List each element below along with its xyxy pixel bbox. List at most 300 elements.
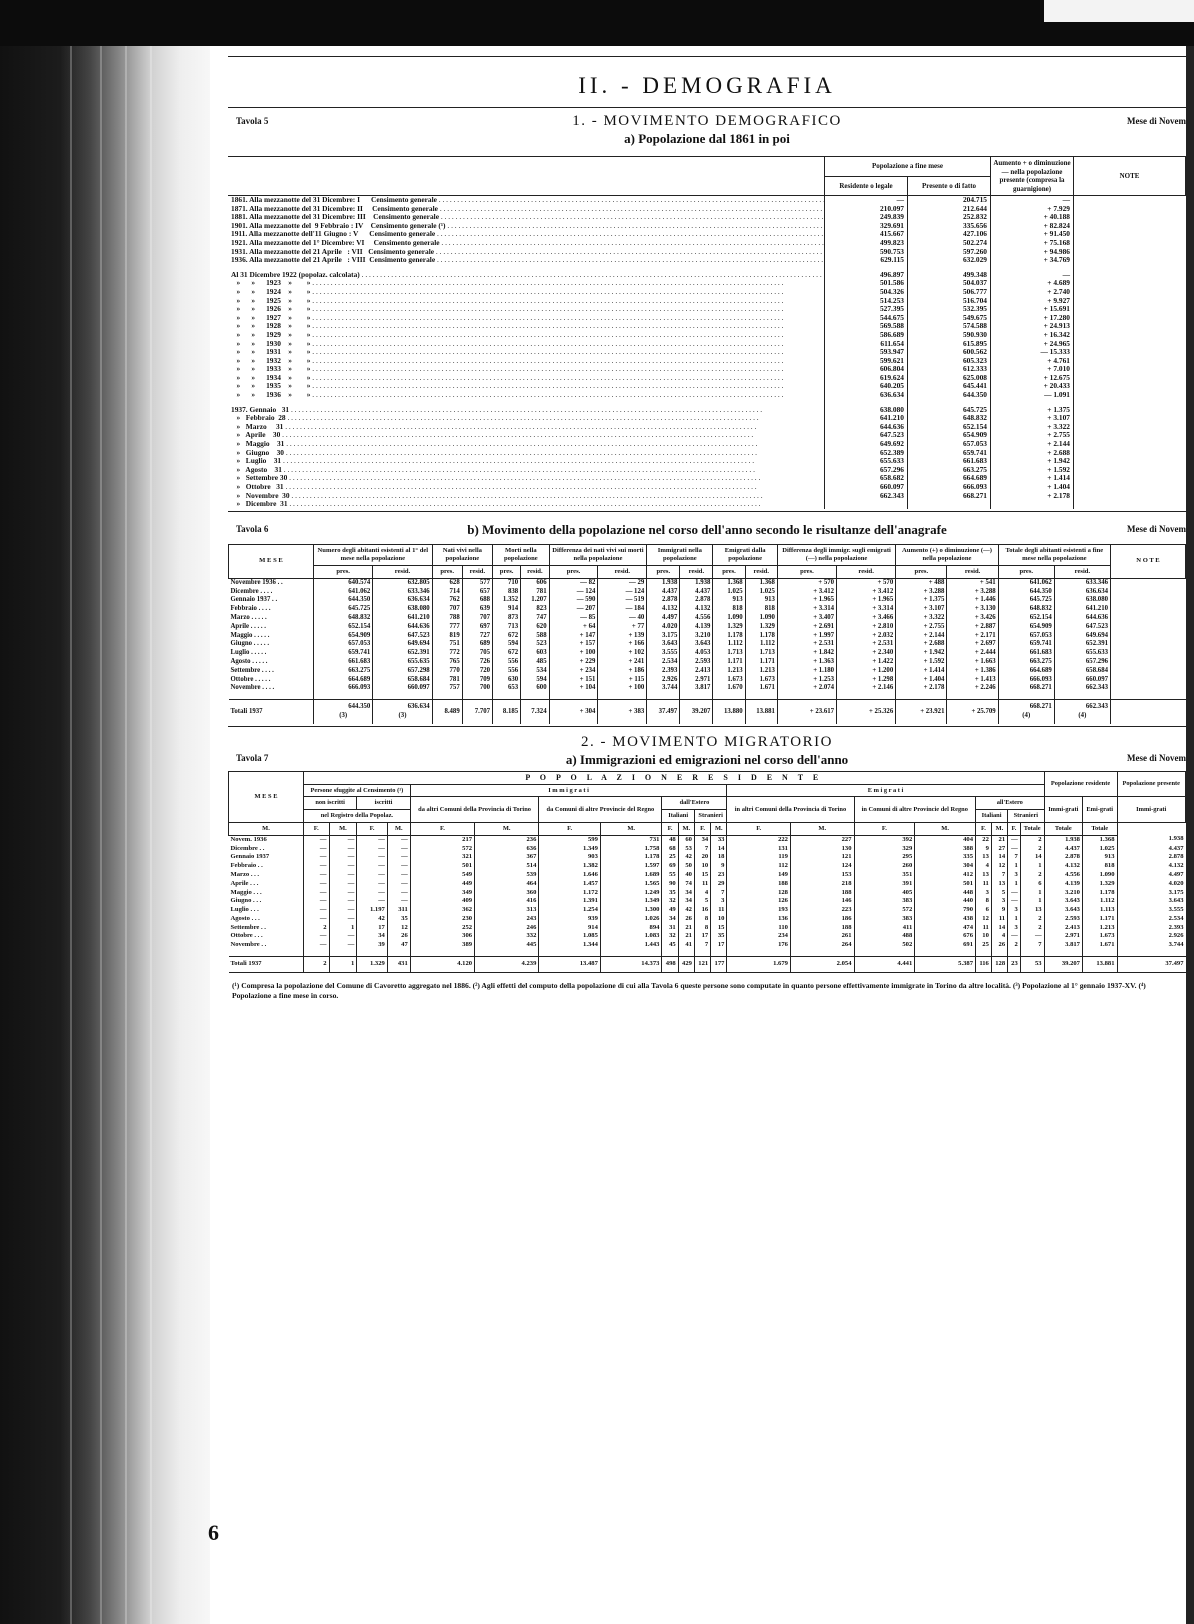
t7-cell-value: 501 <box>915 880 976 889</box>
t7-cell-value: — <box>304 915 330 924</box>
t7-cell-value: 8 <box>976 897 992 906</box>
t5-cell-aumento <box>991 500 1074 509</box>
t7-cell-value: 188 <box>790 889 854 898</box>
t7-header-emigrati: E m i g r a t i <box>727 784 1044 797</box>
t6-header-note: N O T E <box>1111 544 1186 578</box>
t5-cell-residente: 629.115 <box>825 256 908 265</box>
t7-cell-value: 35 <box>387 915 410 924</box>
t5-cell-aumento: + 2.144 <box>991 440 1074 449</box>
t5-cell-presente <box>908 500 991 509</box>
t7-subheader-f: F. <box>976 822 992 835</box>
t7-cell-value: 383 <box>854 915 915 924</box>
t7-cell-value: 110 <box>727 924 791 933</box>
t5-cell-residente: 658.682 <box>825 474 908 483</box>
t6-subheader-resid: resid. <box>1054 565 1110 578</box>
t7-cell-value: 2 <box>1020 835 1044 844</box>
t7-cell-value: — <box>304 880 330 889</box>
t7-cell-value: 14.373 <box>600 957 662 973</box>
t5-row-label: 1871. Alla mezzanotte del 31 Dicembre: II Censimento generale . . . <box>228 205 825 214</box>
t6-cell-value: + 64 <box>549 623 598 632</box>
t7-cell-value: 360 <box>475 889 539 898</box>
t7-cell-value: — <box>387 889 410 898</box>
t7-cell-value: 474 <box>915 924 976 933</box>
t6-cell-value: 658.684 <box>1054 667 1110 676</box>
t7-cell-value: 1.565 <box>600 880 662 889</box>
t7-header-da-altri: da altri Comuni della Provincia di Torino <box>410 797 539 823</box>
t5-cell-aumento: + 20.433 <box>991 382 1074 391</box>
t6-cell-value: + 2.032 <box>837 632 896 641</box>
t7-cell-value: 448 <box>915 889 976 898</box>
t5-cell-residente: 606.804 <box>825 365 908 374</box>
t7-cell-value: 1 <box>1020 897 1044 906</box>
t6-cell-value: 3.175 <box>647 632 680 641</box>
t6-cell-value: + 25.326 <box>837 700 896 724</box>
t7-cell-value: 449 <box>410 880 474 889</box>
t7-cell-value: — <box>304 889 330 898</box>
t6-cell-value: + 1.965 <box>837 596 896 605</box>
t7-cell-value: 119 <box>727 853 791 862</box>
t5-cell-note <box>1074 279 1186 288</box>
t7-cell-value: 1.689 <box>600 871 662 880</box>
t6-cell-value: 772 <box>432 649 462 658</box>
t7-cell-value: — <box>304 871 330 880</box>
t6-cell-value: + 1.842 <box>777 649 836 658</box>
t7-cell-value: 15 <box>694 871 710 880</box>
t6-cell-value: + 2.074 <box>777 684 836 693</box>
t6-cell-value: + 3.107 <box>896 605 947 614</box>
t5-cell-aumento: + 12.675 <box>991 374 1074 383</box>
tavola7-body <box>229 835 1186 972</box>
t7-cell-value: 13 <box>976 853 992 862</box>
t5-cell-aumento: + 2.755 <box>991 431 1074 440</box>
t7-cell-value: — <box>357 853 388 862</box>
t6-cell-value: + 1.386 <box>947 667 998 676</box>
t6-subheader-pres: pres. <box>998 565 1054 578</box>
t6-cell-note <box>1111 700 1186 724</box>
t6-header-diff-nati: Differenza dei nati vivi sui morti nella popolazione <box>549 544 647 565</box>
t5-row-label: 1881. Alla mezzanotte del 31 Dicembre: III Censimento generale . . . <box>228 213 825 222</box>
t7-cell-value: 146 <box>790 897 854 906</box>
t7-cell-value: 10 <box>976 932 992 941</box>
t6-cell-value: 1.178 <box>713 632 745 641</box>
t7-cell-value: 2.878 <box>1044 853 1082 862</box>
t5-cell-note <box>1074 492 1186 501</box>
t7-row <box>229 871 1186 880</box>
t5-cell-residente: 660.097 <box>825 483 908 492</box>
t5-cell-aumento: + 7.929 <box>991 205 1074 214</box>
t5-cell-aumento: + 3.322 <box>991 423 1074 432</box>
t6-cell-value: 818 <box>713 605 745 614</box>
t7-subheader-f: F. <box>662 822 678 835</box>
t6-header-totale: Totale degli abitanti esistenti a fine mese nella popolazione <box>998 544 1110 565</box>
t5-row-label: » » 1934 » » . . . <box>228 374 825 383</box>
t6-cell-value: + 1.363 <box>777 658 836 667</box>
t5-cell-presente: 335.656 <box>908 222 991 231</box>
t6-cell-value: + 1.298 <box>837 676 896 685</box>
t7-cell-value: 1.368 <box>1082 835 1117 844</box>
t6-subheader-pres: pres. <box>493 565 521 578</box>
t5-cell-note <box>1074 457 1186 466</box>
t7-cell-value: 572 <box>854 906 915 915</box>
t7-subheader-f: F. <box>694 822 710 835</box>
t7-header-iscritti: iscritti <box>357 797 410 810</box>
t6-cell-value: + 1.446 <box>947 596 998 605</box>
t6-cell-value: 720 <box>462 667 492 676</box>
t7-cell-value: 222 <box>727 835 791 844</box>
t5-cell-presente: 427.106 <box>908 230 991 239</box>
t7-cell-value: 260 <box>854 862 915 871</box>
t7-cell-value: — <box>357 862 388 871</box>
t5-row-label: 1861. Alla mezzanotte del 31 Dicembre: I Censimento generale . . . <box>228 196 825 205</box>
t5-cell-residente: 249.839 <box>825 213 908 222</box>
t7-cell-value: 18 <box>711 853 727 862</box>
t7-cell-value: 304 <box>915 862 976 871</box>
t7-cell-value: 4.239 <box>475 957 539 973</box>
t7-cell-value: 1 <box>1008 915 1021 924</box>
tavola7-corner: Mese di Novem <box>1127 752 1186 763</box>
t7-cell-value: 193 <box>727 906 791 915</box>
t7-row <box>229 915 1186 924</box>
t7-cell-mese: Marzo . . . <box>230 870 260 878</box>
footnote: (¹) Compresa la popolazione del Comune di Cavoretto aggregato nel 1886. (²) Agli effetti del computo della popolazione di cui alla Tavola 6 queste persone sono computate in quanto persone effettivamente immigrate in Torino da altre località. (³) Popolazione al 1° gennaio 1937-XV. (⁴) Popolazione a fine mese in corso. <box>232 980 1146 1000</box>
t6-cell-mese: Maggio . . . . . <box>230 631 270 639</box>
t6-cell-value: 713 <box>493 623 521 632</box>
t6-row <box>229 684 1186 693</box>
t7-cell-value: 731 <box>600 835 662 844</box>
t6-cell-value: 600 <box>521 684 549 693</box>
t7-subheader-m: M. <box>329 822 357 835</box>
t7-cell-value: 16 <box>694 906 710 915</box>
t6-row <box>229 614 1186 623</box>
t7-cell-value: 176 <box>727 941 791 950</box>
t5-cell-presente: 664.689 <box>908 474 991 483</box>
t6-row <box>229 676 1186 685</box>
t6-cell-value: + 2.697 <box>947 640 998 649</box>
t7-cell-value: 20 <box>694 853 710 862</box>
t6-cell-value: 1.213 <box>745 667 777 676</box>
t7-cell-value: 1.673 <box>1082 932 1117 941</box>
t7-cell-value: 45 <box>662 941 678 950</box>
t7-cell-value: 362 <box>410 906 474 915</box>
t7-cell-value: 7 <box>694 941 710 950</box>
t5-cell-note <box>1074 500 1186 509</box>
t5-cell-note <box>1074 297 1186 306</box>
t7-cell-value: 321 <box>410 853 474 862</box>
t7-subheader-m: M. <box>600 822 662 835</box>
t7-cell-value: 42 <box>678 906 694 915</box>
t5-row <box>228 414 1186 423</box>
t7-cell-value: 636 <box>475 845 539 854</box>
t7-cell-value: 33 <box>711 835 727 844</box>
t7-cell-value: 5 <box>991 889 1007 898</box>
t7-cell-value: 349 <box>410 889 474 898</box>
t7-cell-value: 149 <box>727 871 791 880</box>
t5-cell-note <box>1074 382 1186 391</box>
t6-cell-value: — 85 <box>549 614 598 623</box>
t6-cell-value: 645.725 <box>998 596 1054 605</box>
t6-cell-value: 1.938 <box>680 578 713 587</box>
t7-cell-value: 26 <box>678 915 694 924</box>
t7-cell-value: 440 <box>915 897 976 906</box>
t6-cell-value: 1.171 <box>713 658 745 667</box>
t6-cell-value: + 3.314 <box>777 605 836 614</box>
t6-cell-value: — 184 <box>598 605 647 614</box>
t7-cell-value: 1.213 <box>1082 924 1117 933</box>
t6-cell-mese: Aprile . . . . . <box>230 622 266 630</box>
t6-cell-value: 659.741 <box>998 640 1054 649</box>
t6-cell-value: + 1.422 <box>837 658 896 667</box>
t6-cell-value: 640.574 <box>314 578 373 587</box>
t7-cell-value: 1.382 <box>539 862 601 871</box>
t6-cell-value: 652.154 <box>314 623 373 632</box>
t6-cell-value: + 541 <box>947 578 998 587</box>
t5-row <box>228 196 1186 205</box>
t7-cell-value: 37.497 <box>1117 957 1186 973</box>
t7-cell-value: 35 <box>711 932 727 941</box>
t6-cell-value: — 207 <box>549 605 598 614</box>
t7-cell-value: — <box>357 889 388 898</box>
t6-cell-value: + 2.688 <box>896 640 947 649</box>
t7-cell-value: — <box>329 835 357 844</box>
t6-cell-value: 710 <box>493 578 521 587</box>
t5-cell-note <box>1074 391 1186 400</box>
top-rule <box>228 56 1186 57</box>
t7-cell-value: 11 <box>976 924 992 933</box>
t7-cell-value: 130 <box>790 845 854 854</box>
t6-cell-value: 1.713 <box>745 649 777 658</box>
t7-cell-value: 230 <box>410 915 474 924</box>
t7-cell-value: 41 <box>678 941 694 950</box>
t5-row <box>228 256 1186 265</box>
t5-cell-presente: 504.037 <box>908 279 991 288</box>
t5-cell-note <box>1074 414 1186 423</box>
t7-cell-value: 1.025 <box>1082 845 1117 854</box>
t7-cell-value: 15 <box>711 924 727 933</box>
t7-cell-value: 391 <box>854 880 915 889</box>
t5-cell-note <box>1074 239 1186 248</box>
t5-cell-presente: 657.053 <box>908 440 991 449</box>
t6-header-aumento: Aumento (+) o diminuzione (—) nella popolazione <box>896 544 998 565</box>
t6-cell-value: + 229 <box>549 658 598 667</box>
t6-cell-value: 3.744 <box>647 684 680 693</box>
t7-cell-value: 7 <box>694 845 710 854</box>
t6-cell-value: 644.636 <box>373 623 432 632</box>
t7-header-popres: P O P O L A Z I O N E R E S I D E N T E <box>304 771 1045 784</box>
t6-row <box>229 632 1186 641</box>
t6-cell-value: 657 <box>462 588 492 597</box>
t6-cell-value: 649.694 <box>373 640 432 649</box>
t6-cell-value: + 2.178 <box>896 684 947 693</box>
t7-cell-value: 1 <box>1020 889 1044 898</box>
t7-cell-value: 691 <box>915 941 976 950</box>
t6-row <box>229 640 1186 649</box>
tavola5-body <box>228 196 1186 509</box>
t7-cell-value: 223 <box>790 906 854 915</box>
t7-cell-value: 2 <box>304 924 330 933</box>
t6-cell-value: 1.329 <box>745 623 777 632</box>
t7-cell-value: 1 <box>1020 862 1044 871</box>
t6-cell-value: + 3.466 <box>837 614 896 623</box>
t7-cell-value: 1.391 <box>539 897 601 906</box>
t5-cell-note <box>1074 271 1186 280</box>
t7-cell-value: 42 <box>678 853 694 862</box>
t7-cell-value: 676 <box>915 932 976 941</box>
t6-cell-value: 2.593 <box>680 658 713 667</box>
t5-row-label: » Agosto 31 . . . <box>228 466 825 475</box>
t7-cell-value: 2.413 <box>1044 924 1082 933</box>
t6-cell-value: + 139 <box>598 632 647 641</box>
t7-cell-value: 790 <box>915 906 976 915</box>
t7-cell-value: 112 <box>727 862 791 871</box>
t6-cell-value: 653 <box>493 684 521 693</box>
t7-cell-value: 23 <box>1008 957 1021 973</box>
t7-cell-value: 1.085 <box>539 932 601 941</box>
t6-cell-value: + 157 <box>549 640 598 649</box>
t5-cell-presente: 645.725 <box>908 406 991 415</box>
t6-header-nati: Nati vivi nella popolazione <box>432 544 492 565</box>
t7-cell-value: 1.113 <box>1082 906 1117 915</box>
t5-cell-aumento: + 1.592 <box>991 466 1074 475</box>
t6-cell-value: 1.671 <box>745 684 777 693</box>
t6-cell-value: 534 <box>521 667 549 676</box>
t6-cell-value: 636.634 <box>373 596 432 605</box>
t6-cell-note <box>1111 649 1186 658</box>
t6-cell-value: + 2.146 <box>837 684 896 693</box>
t5-cell-aumento: + 24.913 <box>991 322 1074 331</box>
t7-cell-value: — <box>1008 897 1021 906</box>
t6-cell-annotation: (3) <box>339 711 348 719</box>
t6-cell-value: 641.062 <box>314 588 373 597</box>
t7-cell-value: 1.178 <box>600 853 662 862</box>
t5-row-label: 1901. Alla mezzanotte del 9 Febbraio : IV Censimento generale (¹) . . . <box>228 222 825 231</box>
t6-cell-value: 647.523 <box>373 632 432 641</box>
book-binding <box>0 46 210 1624</box>
t5-cell-note <box>1074 357 1186 366</box>
t5-cell-aumento: + 94.986 <box>991 248 1074 257</box>
t6-cell-value: 2.393 <box>647 667 680 676</box>
t5-cell-presente: 625.008 <box>908 374 991 383</box>
t5-row-label: » Luglio 31 . . . <box>228 457 825 466</box>
t7-cell-value: — <box>304 932 330 941</box>
t5-row <box>228 466 1186 475</box>
t5-cell-residente: 210.097 <box>825 205 908 214</box>
t7-cell-value: 17 <box>711 941 727 950</box>
t5-cell-aumento: + 82.824 <box>991 222 1074 231</box>
t6-cell-annotation: (4) <box>1022 711 1031 719</box>
t7-cell-value: 21 <box>991 835 1007 844</box>
t6-cell-note <box>1111 632 1186 641</box>
t5-cell-aumento: — <box>991 271 1074 280</box>
t7-cell-value: 4 <box>694 889 710 898</box>
t6-cell-value: 818 <box>745 605 777 614</box>
t7-subheader-f: F. <box>539 822 601 835</box>
t6-cell-value: + 1.404 <box>896 676 947 685</box>
t6-cell-value: + 488 <box>896 578 947 587</box>
t6-cell-value: 1.112 <box>713 640 745 649</box>
t7-cell-mese: Gennaio 1937 <box>230 853 270 861</box>
t6-subheader-resid: resid. <box>680 565 713 578</box>
scan-top-border <box>0 0 1194 46</box>
t7-subheader-totale: Totale <box>1020 822 1044 835</box>
t6-cell-value: 819 <box>432 632 462 641</box>
t7-cell-value: 2.878 <box>1117 853 1186 862</box>
t7-cell-value: 1.026 <box>600 915 662 924</box>
t5-cell-residente: 415.667 <box>825 230 908 239</box>
t5-cell-note <box>1074 288 1186 297</box>
t7-cell-value: 4.132 <box>1117 862 1186 871</box>
t7-row <box>229 906 1186 915</box>
t6-cell-value: 3.643 <box>680 640 713 649</box>
t6-cell-value: 666.093 <box>998 676 1054 685</box>
t6-cell-value: + 3.412 <box>837 588 896 597</box>
t5-cell-note <box>1074 440 1186 449</box>
t6-cell-value: — 124 <box>598 588 647 597</box>
t6-cell-value: 3.817 <box>680 684 713 693</box>
t7-cell-mese: Luglio . . . <box>230 906 259 914</box>
t7-cell-value: 14 <box>1020 853 1044 862</box>
t5-cell-residente: 638.080 <box>825 406 908 415</box>
t7-cell-value: 1.329 <box>1082 880 1117 889</box>
t5-cell-residente: 499.823 <box>825 239 908 248</box>
t7-cell-value: — <box>1008 835 1021 844</box>
t7-cell-value: 13.881 <box>1082 957 1117 973</box>
t6-cell-value: 709 <box>462 676 492 685</box>
t6-cell-note <box>1111 667 1186 676</box>
t7-cell-value: 11 <box>711 906 727 915</box>
t7-subheader-m: M. <box>229 822 304 835</box>
t7-cell-value: 1.344 <box>539 941 601 950</box>
t6-cell-value: 3.555 <box>647 649 680 658</box>
t7-subheader-f: F. <box>854 822 915 835</box>
t7-cell-value: — <box>357 897 388 906</box>
tavola7-label: Tavola 7 <box>236 752 269 763</box>
t7-cell-value: 335 <box>915 853 976 862</box>
t7-subheader-row <box>229 822 1186 835</box>
t6-cell-value: + 115 <box>598 676 647 685</box>
t5-row-label: 1936. Alla mezzanotte del 21 Aprile : VIII Censimento generale . . . <box>228 256 825 265</box>
t7-cell-value: 412 <box>915 871 976 880</box>
t6-cell-value: + 1.180 <box>777 667 836 676</box>
t7-cell-value: 4.437 <box>1117 845 1186 854</box>
t7-cell-value: — <box>329 880 357 889</box>
t7-cell-value: 11 <box>976 880 992 889</box>
t7-cell-value: 3 <box>1008 924 1021 933</box>
t7-cell-value: — <box>387 845 410 854</box>
t7-cell-value: 246 <box>475 924 539 933</box>
t6-row <box>229 658 1186 667</box>
t7-cell-value: 186 <box>790 915 854 924</box>
t6-cell-value: + 1.413 <box>947 676 998 685</box>
t5-cell-aumento: + 4.689 <box>991 279 1074 288</box>
t7-cell-value: — <box>357 871 388 880</box>
t6-cell-value: 705 <box>462 649 492 658</box>
t6-cell-value: 4.020 <box>647 623 680 632</box>
t7-cell-value: 1.112 <box>1082 897 1117 906</box>
t7-cell-value: 3.643 <box>1044 906 1082 915</box>
t6-cell-value: 757 <box>432 684 462 693</box>
t7-cell-value: 25 <box>662 853 678 862</box>
t7-cell-value: 40 <box>678 871 694 880</box>
t7-cell-value: 3.817 <box>1044 941 1082 950</box>
t5-cell-presente: 204.715 <box>908 196 991 205</box>
page-number: 6 <box>208 1520 219 1545</box>
t6-cell-value: 654.909 <box>314 632 373 641</box>
t6-cell-value: 4.556 <box>680 614 713 623</box>
t7-cell-value: — <box>387 835 410 844</box>
t6-cell-value: 777 <box>432 623 462 632</box>
t7-cell-value: 3.643 <box>1044 897 1082 906</box>
t5-cell-residente: 655.633 <box>825 457 908 466</box>
